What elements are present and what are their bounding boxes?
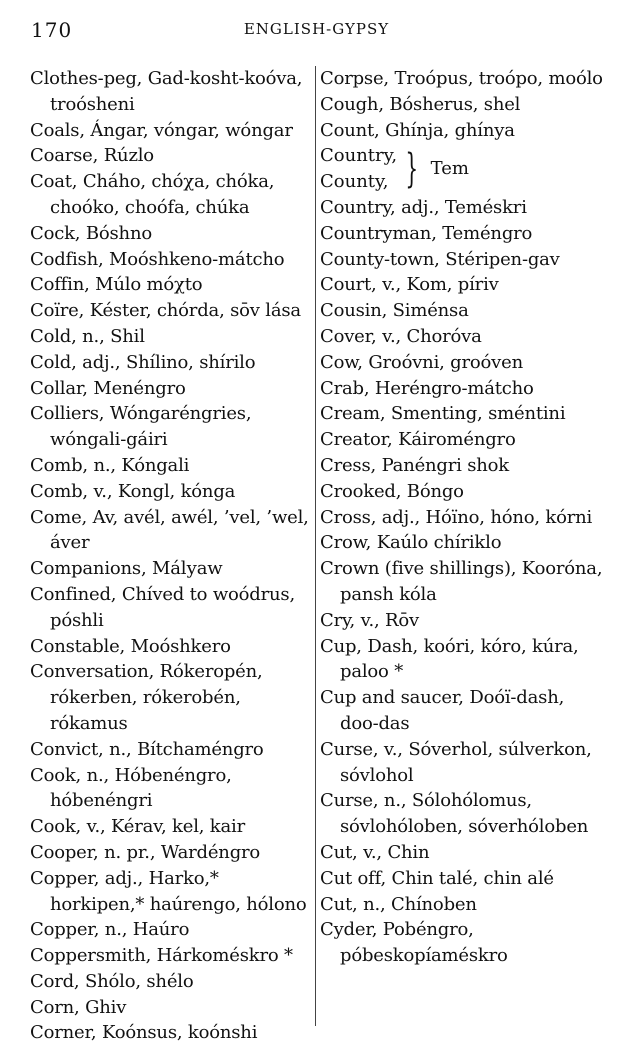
entry-headword: Crown bbox=[320, 558, 380, 580]
dictionary-entry bbox=[320, 118, 607, 144]
dictionary-entry bbox=[30, 814, 312, 840]
dictionary-entry bbox=[30, 1020, 312, 1046]
entry-translation: (five shillings), Kooróna, pansh kóla bbox=[340, 558, 603, 605]
dictionary-entry bbox=[320, 247, 607, 273]
entry-headword: Convict, bbox=[30, 738, 104, 760]
entry-translation: Chin talé, chin alé bbox=[391, 867, 554, 889]
dictionary-entry bbox=[320, 66, 607, 92]
entry-translation: n., Hóbenéngro, hóbenéngri bbox=[50, 764, 232, 812]
entry-translation: adj., Shílino, shírilo bbox=[82, 351, 256, 373]
dictionary-entry bbox=[320, 479, 607, 505]
entry-headword: Cold, bbox=[30, 325, 77, 347]
entry-headword: Crooked, bbox=[320, 480, 402, 502]
entry-translation: Groóvni, groóven bbox=[368, 351, 523, 373]
column-divider bbox=[315, 66, 316, 1026]
dictionary-entry bbox=[30, 401, 312, 453]
dictionary-entry bbox=[30, 737, 312, 763]
entry-translation: Siménsa bbox=[392, 300, 469, 322]
entry-translation: Moóshkeno-mátcho bbox=[109, 248, 285, 270]
entry-headword: Country, bbox=[320, 196, 396, 218]
dictionary-entry bbox=[320, 685, 607, 737]
entry-headword: Coarse, bbox=[30, 145, 99, 167]
entry-translation: Bóshno bbox=[85, 222, 152, 244]
entry-headword: Cut, bbox=[320, 893, 358, 915]
entry-translation: Pobéngro, póbeskopíaméskro bbox=[340, 919, 508, 967]
dictionary-entry bbox=[30, 943, 312, 969]
entry-headword: Cousin, bbox=[320, 300, 388, 322]
entry-translation: Cháho, chóχa, chóka, choóko, choófa, chúka bbox=[50, 171, 275, 218]
entry-translation: Stéripen-gav bbox=[445, 248, 560, 270]
entry-headword: Crow, bbox=[320, 532, 372, 554]
dictionary-entry bbox=[30, 169, 312, 221]
entry-translation: n., Kóngali bbox=[93, 454, 190, 476]
entry-headword: Coïre, bbox=[30, 300, 85, 322]
entry-translation: v., Kongl, kónga bbox=[93, 480, 236, 502]
entry-translation: Moóshkero bbox=[130, 635, 231, 657]
entry-headword: Conversation, bbox=[30, 661, 155, 683]
dictionary-entry bbox=[320, 866, 607, 892]
brace-entry bbox=[320, 143, 607, 195]
entry-translation: Dash, koóri, kóro, kúra, paloo * bbox=[340, 635, 579, 683]
dictionary-entry bbox=[320, 737, 607, 789]
entry-translation: Késter, chórda, sōv lása bbox=[89, 300, 301, 322]
running-head: ENGLISH-GYPSY bbox=[243, 20, 390, 38]
entry-translation: Shólo, shélo bbox=[85, 970, 194, 992]
dictionary-entry bbox=[30, 118, 312, 144]
dictionary-entry bbox=[30, 917, 312, 943]
entry-headword: Cress, bbox=[320, 454, 377, 476]
entry-headword: Countryman, bbox=[320, 222, 437, 244]
entry-translation: Koónsus, koónshi bbox=[101, 1022, 258, 1044]
entry-translation: Hárkoméskro * bbox=[156, 945, 293, 967]
entry-translation: Bóngo bbox=[406, 480, 464, 502]
dictionary-entry bbox=[30, 453, 312, 479]
entry-translation: Rúzlo bbox=[103, 145, 154, 167]
entry-headword: Copper, bbox=[30, 919, 100, 941]
dictionary-entry bbox=[320, 427, 607, 453]
entry-translation: Ghínja, ghínya bbox=[385, 119, 515, 141]
entry-headword: Cut off, bbox=[320, 867, 386, 889]
entry-headword: Corner, bbox=[30, 1022, 97, 1044]
entry-translation: Wóngaréngries, wóngali-gáiri bbox=[50, 403, 252, 451]
entry-headword: Clothes-peg, bbox=[30, 68, 143, 89]
entry-translation: n., Chínoben bbox=[363, 893, 477, 915]
entry-headword: Cut, bbox=[320, 841, 358, 863]
entry-translation: adj., Harko,* horkipen,* haúrengo, hólono bbox=[50, 867, 307, 915]
entry-translation: Troópus, troópo, moólo bbox=[394, 68, 603, 89]
entry-translation: adj., Hóïno, hóno, kórni bbox=[381, 506, 593, 528]
entry-headword: Constable, bbox=[30, 635, 126, 657]
entry-headword: Comb, bbox=[30, 480, 88, 502]
entry-translation: v., Kérav, kel, kair bbox=[86, 816, 245, 838]
dictionary-entry bbox=[30, 143, 312, 169]
dictionary-entry bbox=[320, 608, 607, 634]
dictionary-entry bbox=[30, 221, 312, 247]
dictionary-entry bbox=[30, 866, 312, 918]
entry-translation: v., Kom, píriv bbox=[382, 274, 499, 296]
entry-translation: Doóï-dash, doo-das bbox=[340, 687, 565, 734]
dictionary-entry bbox=[320, 350, 607, 376]
dictionary-entry bbox=[30, 272, 312, 298]
brace-word: County, bbox=[320, 171, 389, 193]
entry-translation: Múlo móχto bbox=[95, 274, 203, 296]
entry-headword: Curse, bbox=[320, 790, 379, 812]
entry-headword: Cup, bbox=[320, 635, 362, 657]
entry-headword: Codfish, bbox=[30, 248, 104, 270]
entry-headword: Copper, bbox=[30, 867, 100, 889]
entry-headword: Cough, bbox=[320, 93, 384, 115]
dictionary-entry bbox=[320, 530, 607, 556]
dictionary-entry bbox=[30, 840, 312, 866]
dictionary-entry bbox=[30, 479, 312, 505]
entry-headword: Cord, bbox=[30, 970, 80, 992]
dictionary-entry bbox=[320, 505, 607, 531]
dictionary-entry bbox=[320, 634, 607, 686]
entry-headword: Count, bbox=[320, 119, 380, 141]
entry-translation: Chíved to woódrus, póshli bbox=[50, 583, 295, 631]
entry-headword: Cook, bbox=[30, 816, 82, 838]
entry-translation: n., Haúro bbox=[104, 919, 190, 941]
entry-translation: Menéngro bbox=[93, 377, 186, 399]
entry-headword: Cross, bbox=[320, 506, 377, 528]
dictionary-entry bbox=[320, 840, 607, 866]
brace-mark: } bbox=[405, 146, 419, 193]
entry-headword: Cold, bbox=[30, 351, 77, 373]
dictionary-entry bbox=[30, 969, 312, 995]
dictionary-entry bbox=[320, 221, 607, 247]
entry-translation: Rókeropén, rókerben, rókerobén, rókamus bbox=[50, 661, 263, 734]
dictionary-entry bbox=[30, 505, 312, 557]
entry-translation: v., Chin bbox=[363, 841, 430, 863]
dictionary-entry bbox=[30, 659, 312, 736]
entry-translation: n., Shil bbox=[82, 325, 145, 347]
entry-headword: Cup and saucer, bbox=[320, 687, 464, 709]
dictionary-entry bbox=[30, 376, 312, 402]
entry-headword: Cry, bbox=[320, 609, 356, 631]
dictionary-entry bbox=[30, 634, 312, 660]
entry-translation: Panéngri shok bbox=[381, 454, 510, 476]
entry-translation: Ghiv bbox=[85, 996, 127, 1018]
entry-translation: Av, avél, awél, ’vel, ’wel, áver bbox=[50, 506, 309, 554]
entry-translation: n., Bítchaméngro bbox=[109, 738, 264, 760]
entry-translation: Bósherus, shel bbox=[389, 93, 521, 115]
dictionary-entry bbox=[30, 247, 312, 273]
entry-translation: Ángar, vóngar, wóngar bbox=[90, 119, 293, 141]
dictionary-entry bbox=[30, 556, 312, 582]
entry-translation: Gad-kosht-koóva, troósheni bbox=[50, 68, 303, 115]
entry-headword: Coffin, bbox=[30, 274, 90, 296]
entry-translation: v., Choróva bbox=[382, 325, 482, 347]
entry-headword: Creator, bbox=[320, 429, 393, 451]
entry-headword: Crab, bbox=[320, 377, 370, 399]
dictionary-entry bbox=[320, 556, 607, 608]
entry-headword: Cock, bbox=[30, 222, 81, 244]
left-column bbox=[30, 66, 312, 1046]
entry-headword: Companions, bbox=[30, 558, 147, 580]
dictionary-entry bbox=[30, 324, 312, 350]
brace-translation: Tem bbox=[430, 158, 469, 180]
entry-headword: Cooper, bbox=[30, 841, 99, 863]
entry-translation: Teméngro bbox=[442, 222, 533, 244]
entry-headword: Court, bbox=[320, 274, 377, 296]
dictionary-entry bbox=[30, 66, 312, 118]
dictionary-entry bbox=[320, 92, 607, 118]
dictionary-entry bbox=[320, 272, 607, 298]
dictionary-entry bbox=[320, 917, 607, 969]
entry-headword: Coat, bbox=[30, 171, 78, 193]
dictionary-entry bbox=[30, 350, 312, 376]
dictionary-entry bbox=[30, 763, 312, 815]
entry-translation: v., Sóverhol, súlverkon, sóvlohol bbox=[340, 738, 592, 786]
dictionary-entry bbox=[320, 195, 607, 221]
entry-translation: adj., Teméskri bbox=[401, 196, 527, 218]
entry-translation: Málуaw bbox=[152, 558, 223, 580]
entry-translation: Káiroméngro bbox=[398, 429, 516, 451]
dictionary-entry bbox=[320, 453, 607, 479]
entry-translation: Kaúlo chíriklo bbox=[376, 532, 502, 554]
brace-word: Country, bbox=[320, 145, 398, 167]
entry-headword: Curse, bbox=[320, 738, 379, 760]
entry-headword: Collar, bbox=[30, 377, 88, 399]
dictionary-entry bbox=[320, 324, 607, 350]
entry-headword: Cover, bbox=[320, 325, 377, 347]
entry-headword: Colliers, bbox=[30, 403, 105, 425]
entry-translation: n. pr., Wardéngro bbox=[104, 841, 261, 863]
dictionary-entry bbox=[320, 376, 607, 402]
dictionary-entry bbox=[30, 582, 312, 634]
entry-headword: County-town, bbox=[320, 248, 440, 270]
entry-headword: Comb, bbox=[30, 454, 88, 476]
entry-headword: Coals, bbox=[30, 119, 85, 141]
entry-translation: n., Sólohólomus, sóvlohóloben, sóverhóloben bbox=[340, 790, 589, 838]
entry-translation: Heréngro-mátcho bbox=[374, 377, 534, 399]
right-column bbox=[320, 66, 607, 969]
entry-headword: Coppersmith, bbox=[30, 945, 152, 967]
dictionary-entry bbox=[30, 995, 312, 1021]
entry-headword: Confined, bbox=[30, 583, 117, 605]
dictionary-entry bbox=[320, 401, 607, 427]
entry-translation: Smenting, sméntini bbox=[390, 403, 566, 425]
entry-translation: v., Rōv bbox=[360, 609, 419, 631]
page-header bbox=[0, 0, 633, 50]
entry-headword: Corpse, bbox=[320, 68, 389, 89]
dictionary-entry bbox=[320, 788, 607, 840]
page-number: 170 bbox=[31, 18, 73, 42]
dictionary-entry bbox=[30, 298, 312, 324]
dictionary-entry bbox=[320, 892, 607, 918]
entry-headword: Cream, bbox=[320, 403, 386, 425]
entry-headword: Corn, bbox=[30, 996, 80, 1018]
entry-headword: Come, bbox=[30, 506, 88, 528]
entry-headword: Cook, bbox=[30, 764, 82, 786]
entry-headword: Cow, bbox=[320, 351, 363, 373]
dictionary-entry bbox=[320, 298, 607, 324]
entry-headword: Cyder, bbox=[320, 919, 378, 941]
